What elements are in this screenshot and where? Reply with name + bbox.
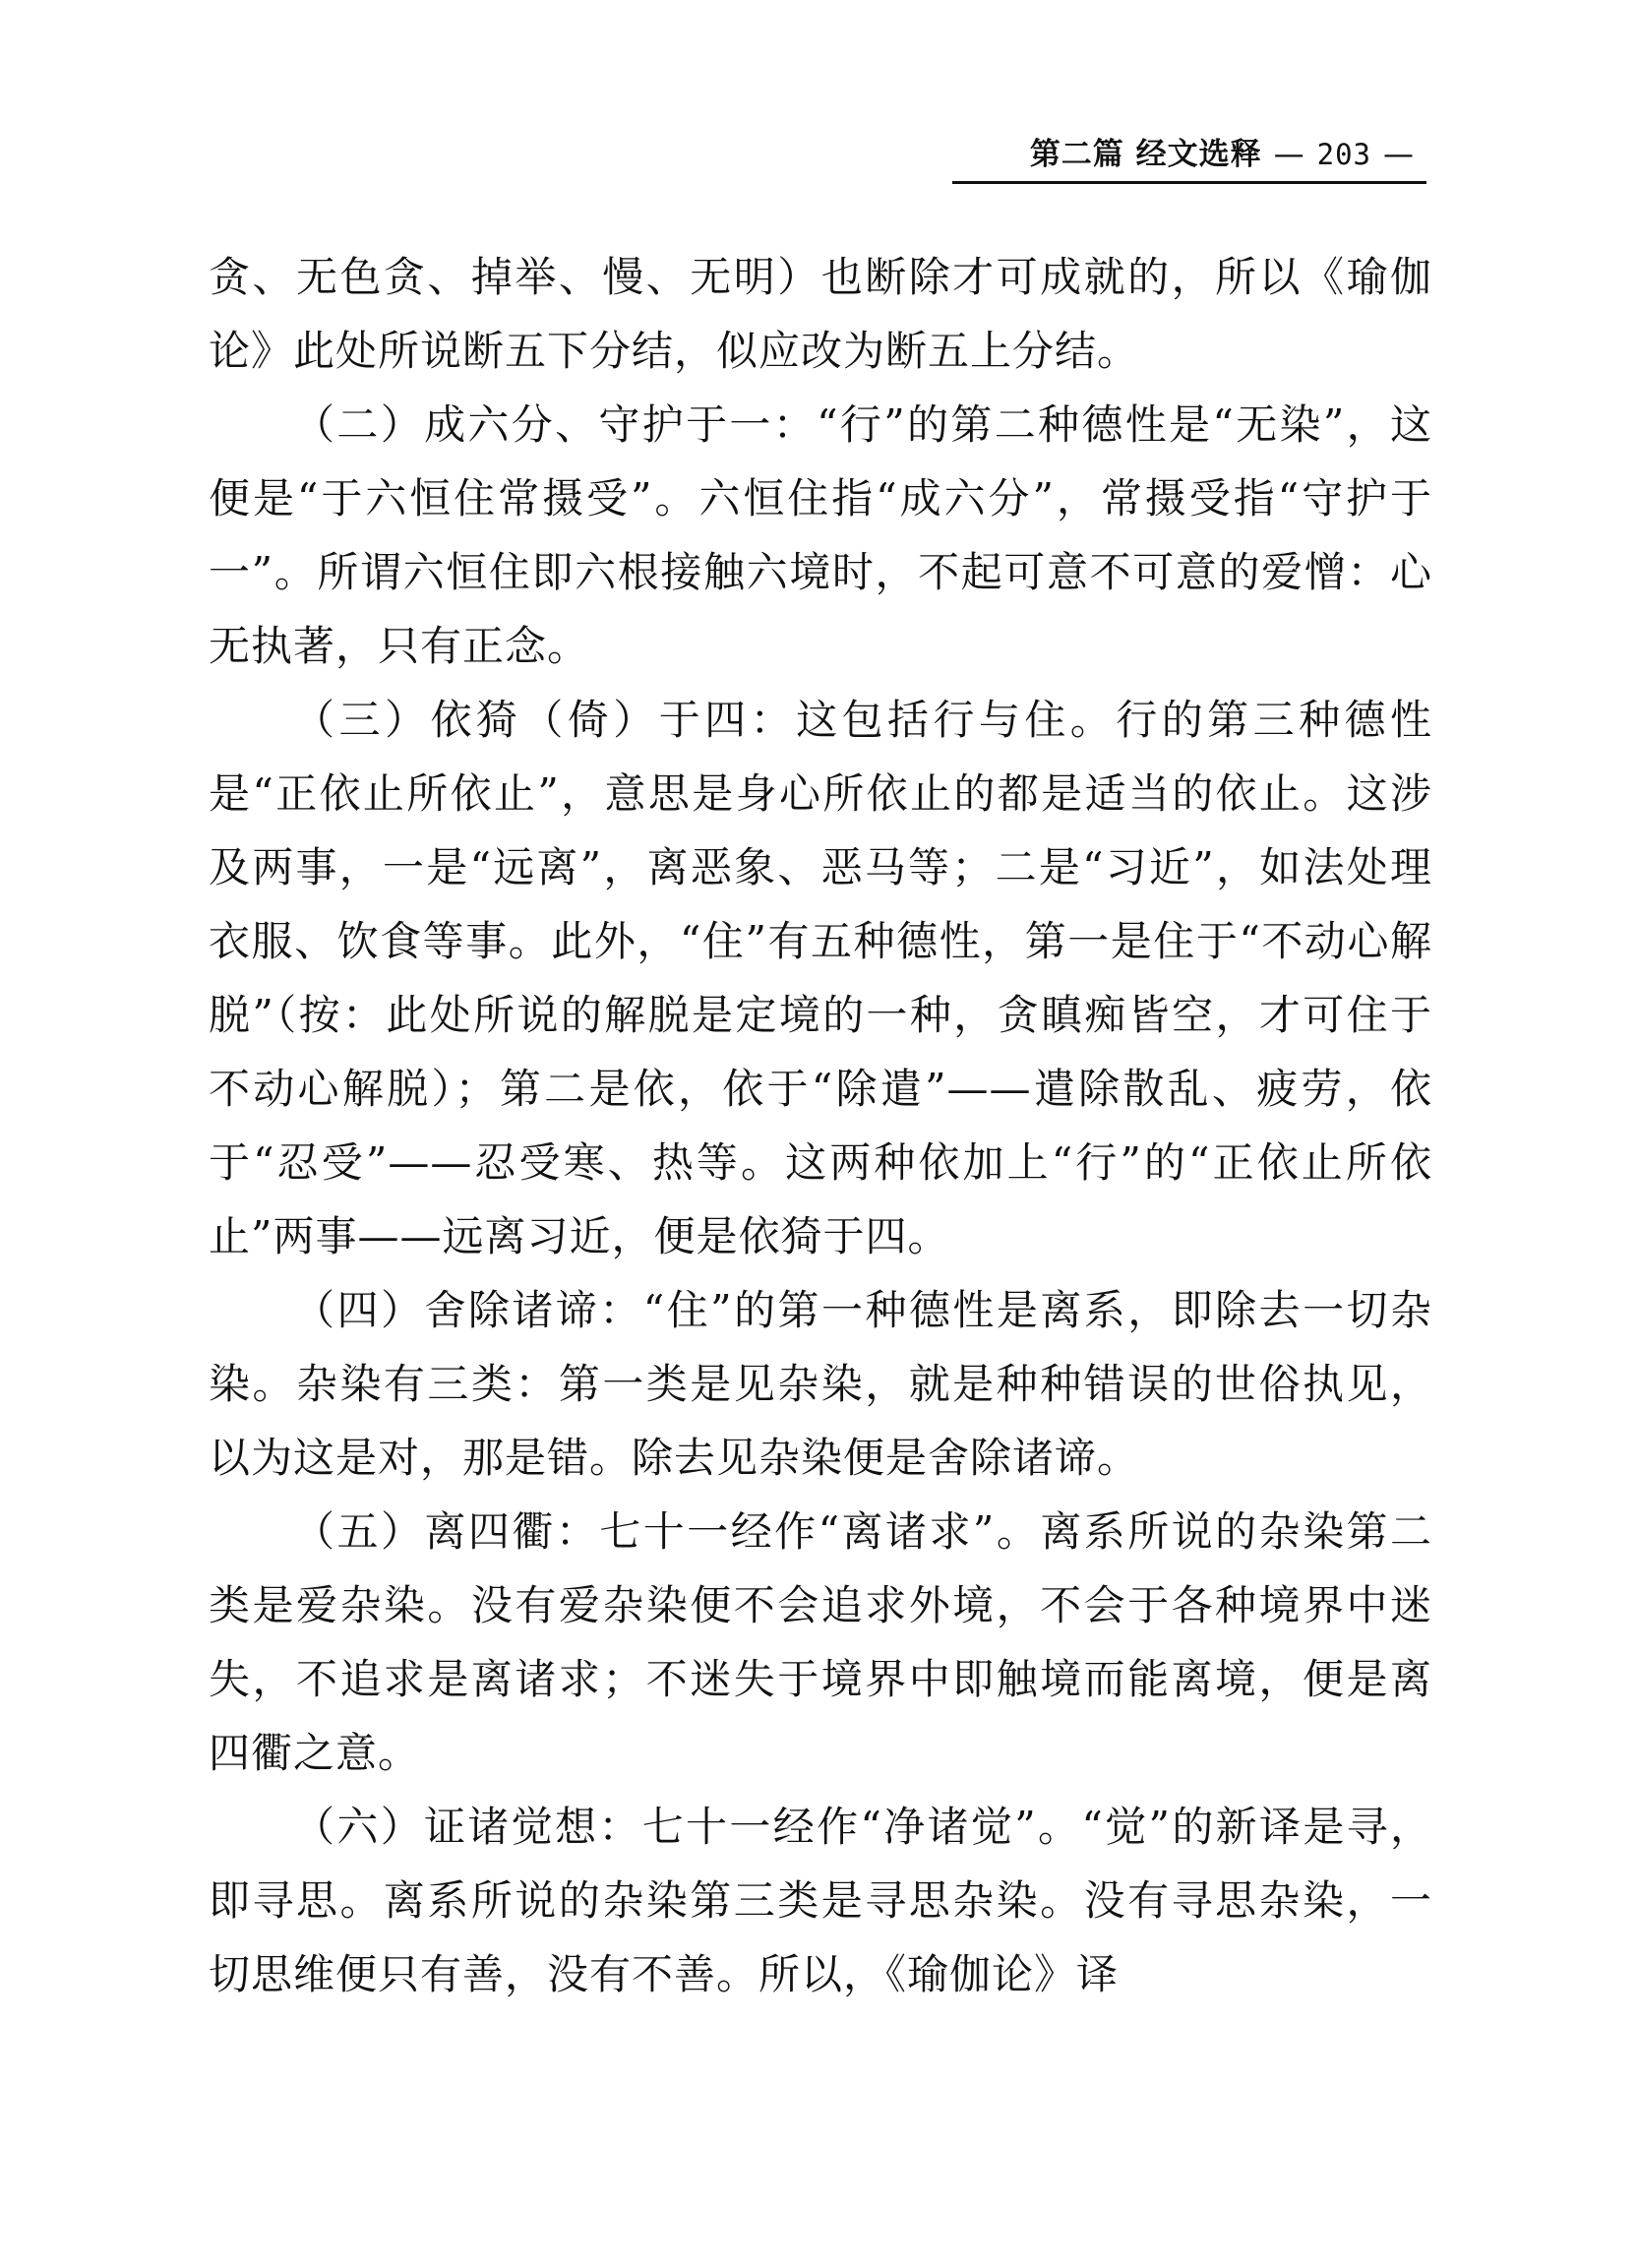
paragraph-item-5: （五）离四衢：七十一经作“离诸求”。离系所说的杂染第二类是爱杂染。没有爱杂染便不会追求外境，不会于各种境界中迷失，不追求是离诸求；不迷失于境界中即触境而能离境，便是离四衢之意。 bbox=[209, 1507, 1432, 1777]
dash-left: — bbox=[1273, 137, 1305, 172]
running-header bbox=[954, 130, 1426, 179]
page-number: 203 bbox=[1316, 138, 1371, 171]
section-title: 第二篇 经文选释 bbox=[1029, 137, 1262, 172]
paragraph-continued: 贪、无色贪、掉举、慢、无明）也断除才可成就的，所以《瑜伽论》此处所说断五下分结，似应改为断五上分结。 bbox=[209, 253, 1432, 375]
paragraph-item-4: （四）舍除诸谛：“住”的第一种德性是离系，即除去一切杂染。杂染有三类：第一类是见杂染，就是种种错误的世俗执见，以为这是对，那是错。除去见杂染便是舍除诸谛。 bbox=[209, 1286, 1432, 1482]
body-text bbox=[209, 240, 1432, 2011]
paragraph-item-6: （六）证诸觉想：七十一经作“净诸觉”。“觉”的新译是寻，即寻思。离系所说的杂染第三类是寻思杂染。没有寻思杂染，一切思维便只有善，没有不善。所以，《瑜伽论》译 bbox=[209, 1803, 1432, 1998]
paragraph-item-3: （三）依猗（倚）于四：这包括行与住。行的第三种德性是“正依止所依止”，意思是身心所依止的都是适当的依止。这涉及两事，一是“远离”，离恶象、恶马等；二是“习近”，如法处理衣服、饮食等事。此外，“住”有五种德性，第一是住于“不动心解脱”（按：此处所说的解脱是定境的一种，贪瞋痴皆空，才可住于不动心解脱）；第二是依，依于“除遣”——遣除散乱、疲劳，依于“忍受”——忍受寒、热等。这两种依加上“行”的“正依止所依止”两事——远离习近，便是依猗于四。 bbox=[209, 696, 1432, 1260]
header-rule bbox=[952, 181, 1426, 184]
dash-right: — bbox=[1383, 137, 1415, 172]
paragraph-item-2: （二）成六分、守护于一：“行”的第二种德性是“无染”，这便是“于六恒住常摄受”。六恒住指“成六分”，常摄受指“守护于一”。所谓六恒住即六根接触六境时，不起可意不可意的爱憎：心无执著，只有正念。 bbox=[209, 400, 1432, 670]
